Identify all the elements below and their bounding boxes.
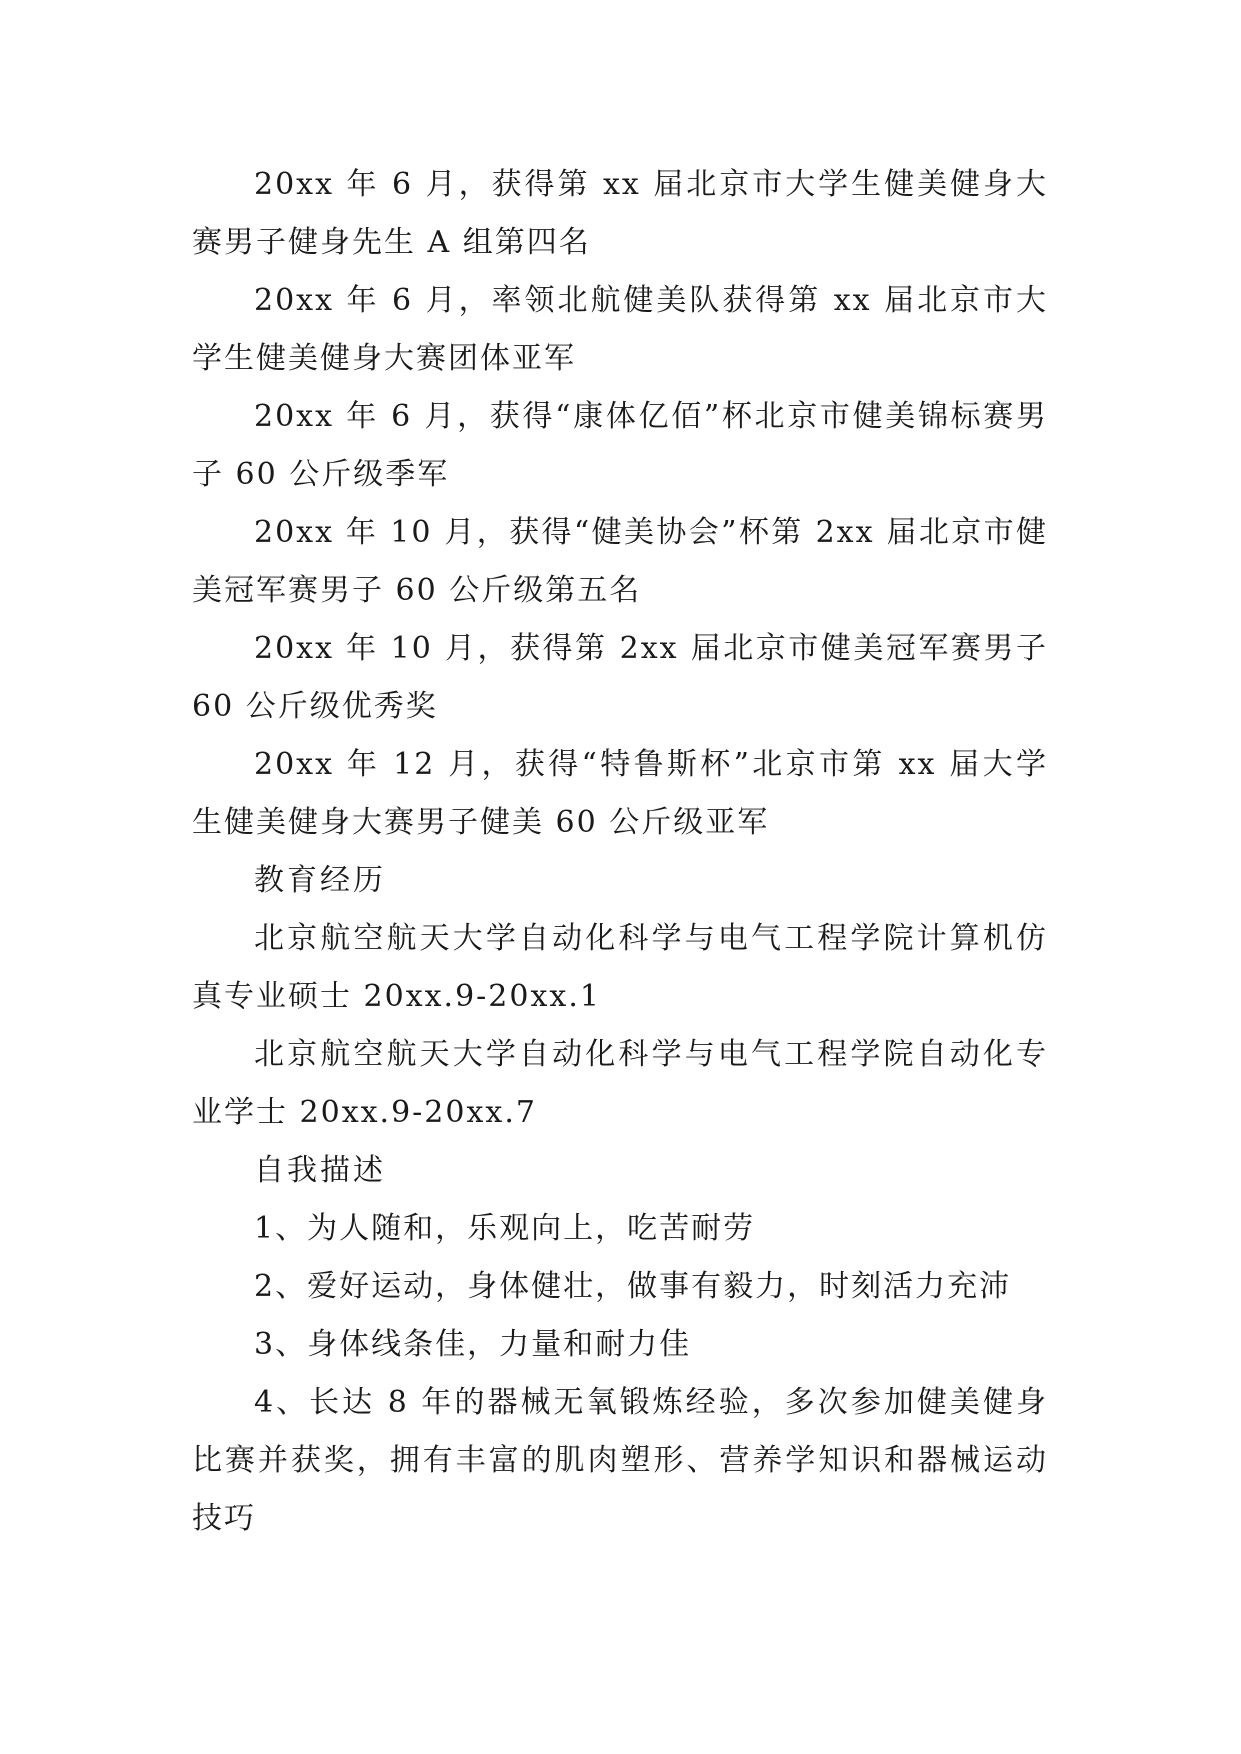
self-description-item: 2、爱好运动，身体健壮，做事有毅力，时刻活力充沛	[254, 1269, 1012, 1304]
award-item: 20xx 年 6 月，率领北航健美队获得第 xx 届北京市大学生健美健身大赛团体亚军	[192, 283, 1048, 376]
self-description-item: 4、长达 8 年的器械无氧锻炼经验，多次参加健美健身比赛并获奖，拥有丰富的肌肉塑形、营养学知识和器械运动技巧	[192, 1385, 1048, 1536]
education-item: 北京航空航天大学自动化科学与电气工程学院自动化专业学士 20xx.9-20xx.7	[192, 1037, 1048, 1130]
education-heading: 教育经历	[254, 863, 386, 898]
award-item: 20xx 年 12 月，获得“特鲁斯杯”北京市第 xx 届大学生健美健身大赛男子健美 60 公斤级亚军	[192, 747, 1048, 840]
self-description-item: 3、身体线条佳，力量和耐力佳	[254, 1327, 692, 1362]
self-description-heading: 自我描述	[254, 1153, 386, 1188]
education-item: 北京航空航天大学自动化科学与电气工程学院计算机仿真专业硕士 20xx.9-20xx.1	[192, 921, 1048, 1014]
document-page	[192, 156, 1048, 1548]
award-item: 20xx 年 10 月，获得第 2xx 届北京市健美冠军赛男子 60 公斤级优秀奖	[192, 631, 1048, 724]
award-item: 20xx 年 6 月，获得“康体亿佰”杯北京市健美锦标赛男子 60 公斤级季军	[192, 399, 1048, 492]
award-item: 20xx 年 10 月，获得“健美协会”杯第 2xx 届北京市健美冠军赛男子 60 公斤级第五名	[192, 515, 1048, 608]
award-item: 20xx 年 6 月，获得第 xx 届北京市大学生健美健身大赛男子健身先生 A 组第四名	[192, 167, 1048, 260]
self-description-item: 1、为人随和，乐观向上，吃苦耐劳	[254, 1211, 756, 1246]
